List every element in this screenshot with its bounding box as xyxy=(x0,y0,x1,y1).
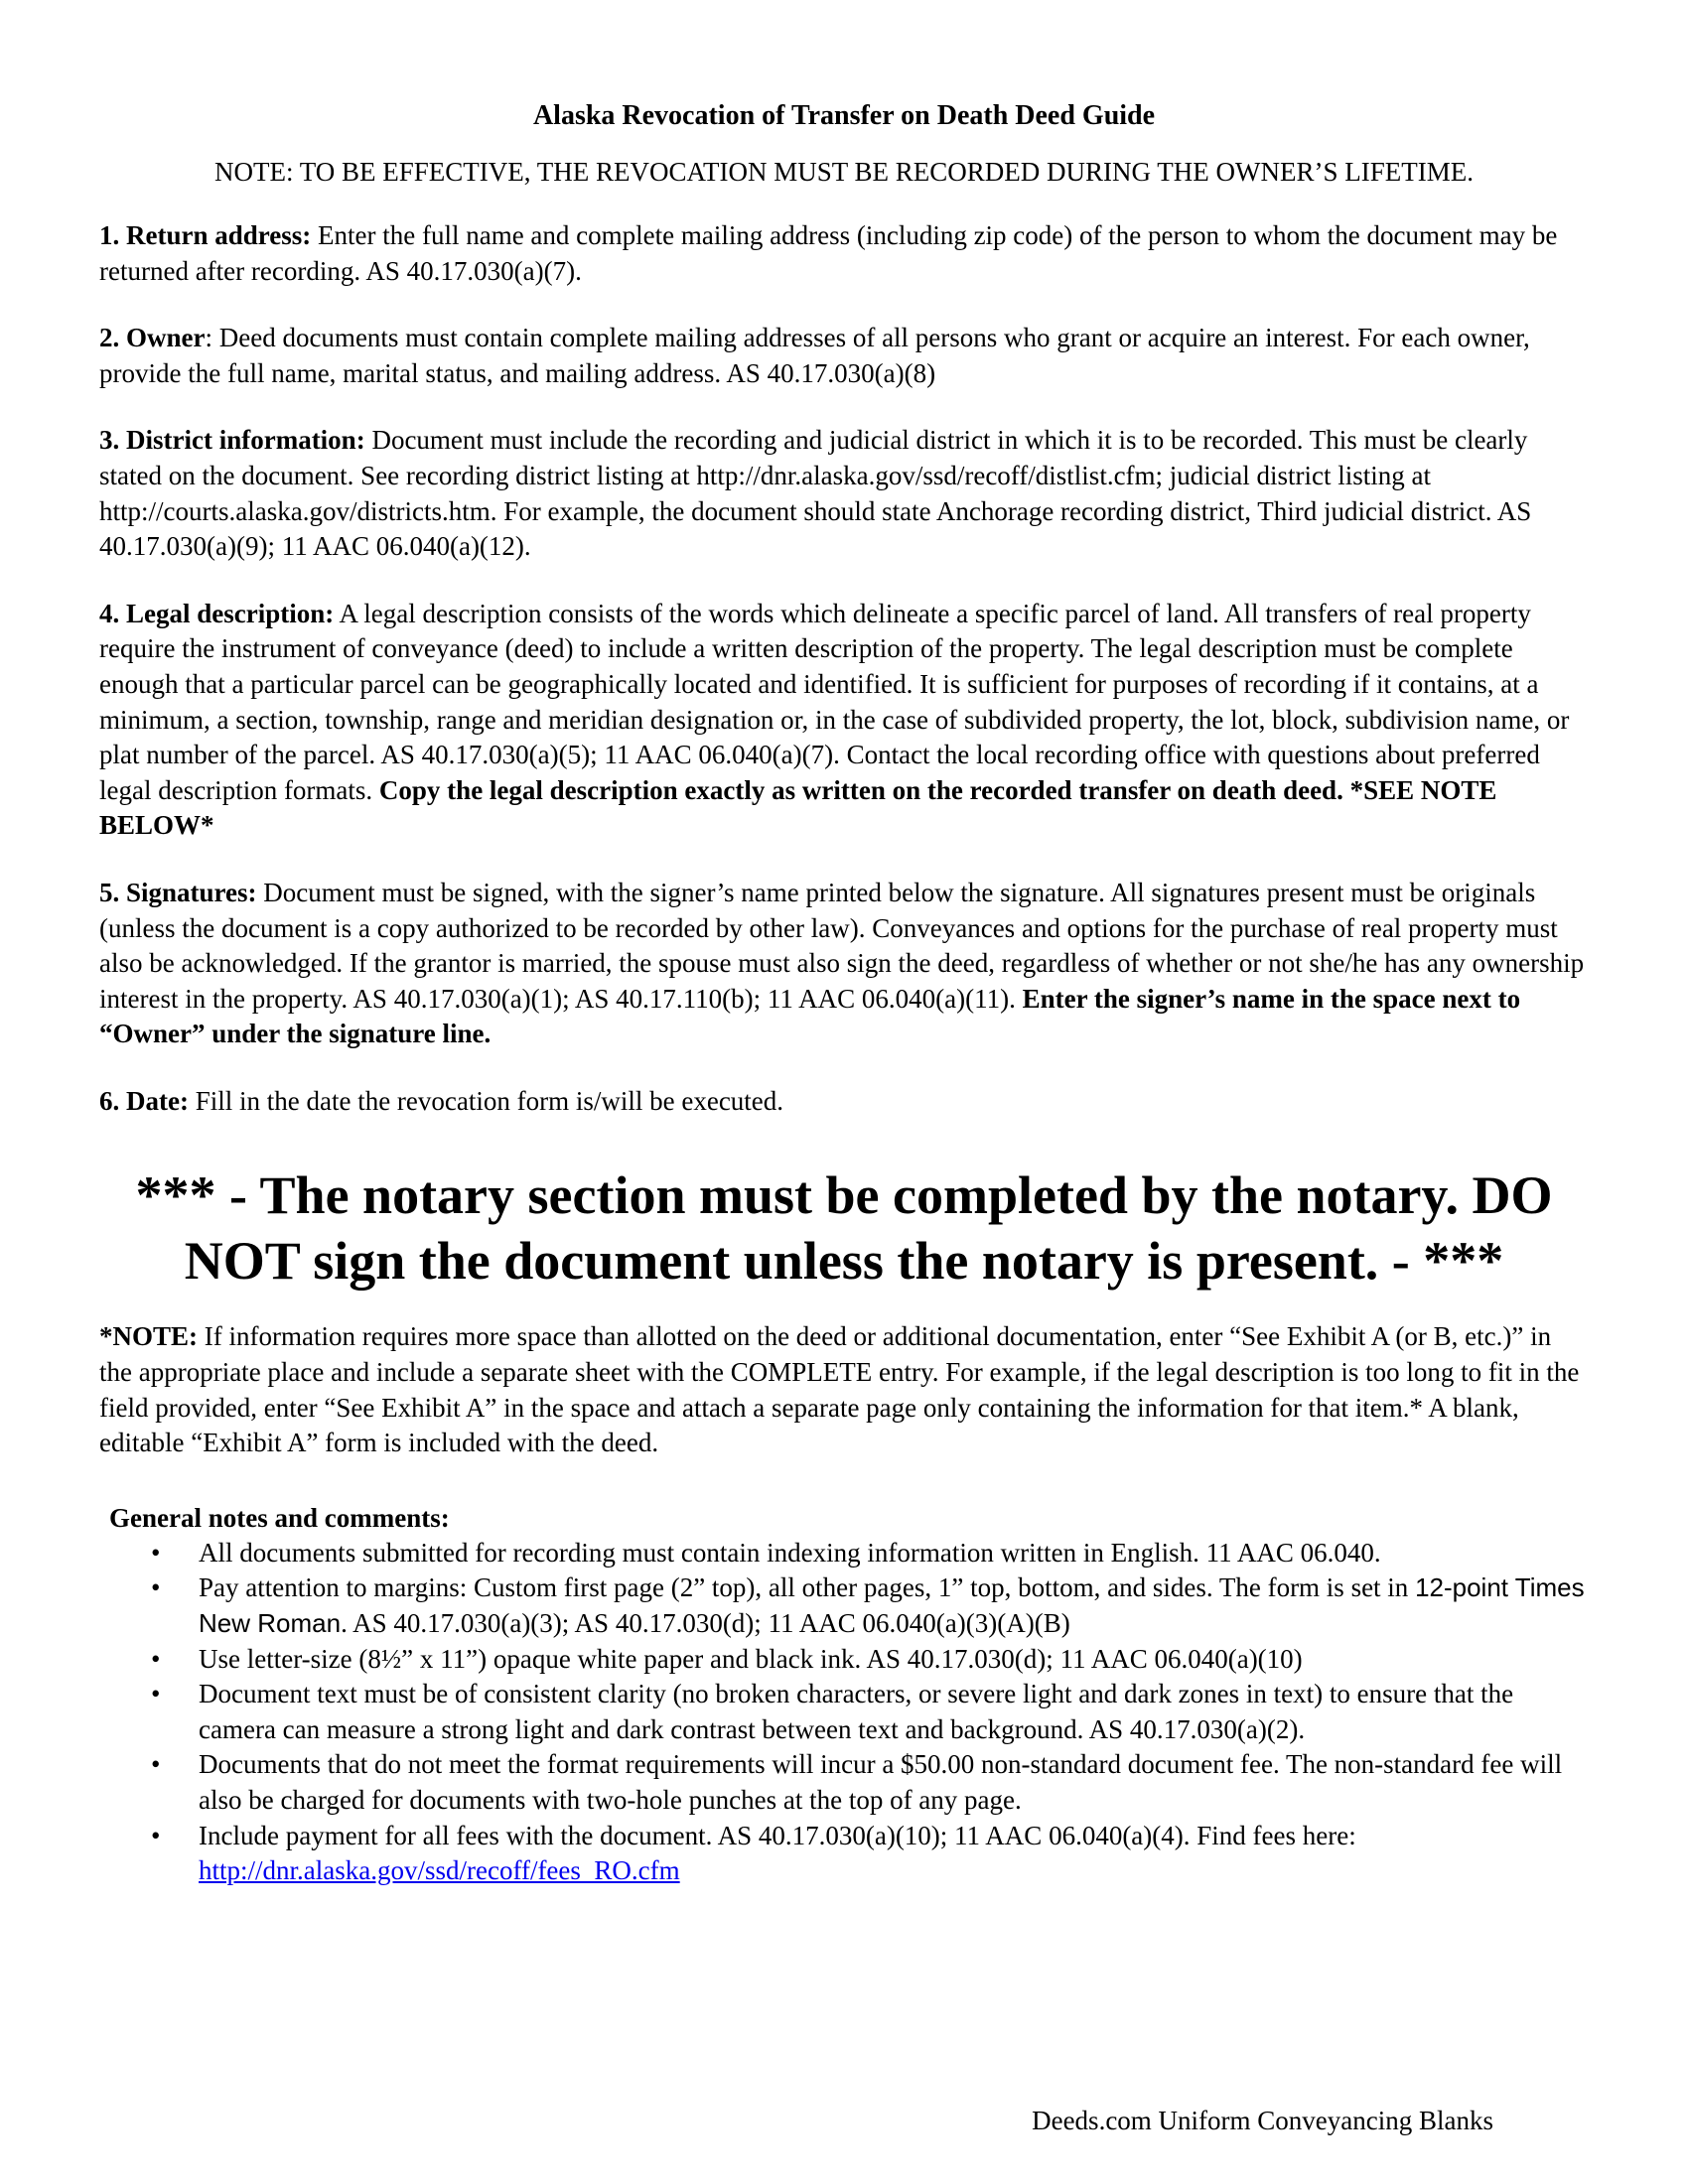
section-bold-instruction: Copy the legal description exactly as written on the recorded transfer on death deed. *SEE NOTE BELOW* xyxy=(99,774,1497,841)
top-note: NOTE: TO BE EFFECTIVE, THE REVOCATION MUST BE RECORDED DURING THE OWNER’S LIFETIME. xyxy=(214,157,1474,187)
section-body: A legal description consists of the words which delineate a specific parcel of land. All transfers of real property require the instrument of conveyance (deed) to include a written description of the property. The legal description must be complete enough that a particular parcel can be geographically located and identified. It is sufficient for purposes of recording if it contains, at a minimum, a section, township, range and meridian designation or, in the case of subdivided property, the lot, block, subdivision name, or plat number of the parcel. AS 40.17.030(a)(5); 11 AAC 06.040(a)(7). Contact the local recording office with questions about preferred legal description formats. xyxy=(99,598,1570,805)
section-body: Enter the full name and complete mailing address (including zip code) of the person to whom the document may be returned after recording. AS 40.17.030(a)(7). xyxy=(99,220,1558,286)
section-owner xyxy=(99,321,1589,391)
list-item: • Documents that do not meet the format requirements will incur a $50.00 non-standard document fee. The non-standard fee will also be charged for documents with two-hole punches at the top of any page. xyxy=(151,1749,1563,1815)
footnote-body: If information requires more space than allotted on the deed or additional documentation, enter “See Exhibit A (or B, etc.)” in the appropriate place and include a separate sheet with the COMPLETE entry. For example, if the legal description is too long to fit in the field provided, enter “See Exhibit A” in the space and attach a separate page only containing the information for that item.* A blank, editable “Exhibit A” form is included with the deed. xyxy=(99,1321,1580,1458)
section-heading: 1. Return address: xyxy=(99,220,312,250)
list-item: • Use letter-size (8½” x 11”) opaque white paper and black ink. AS 40.17.030(d); 11 AAC 06.040(a)(10) xyxy=(99,1642,1589,1678)
bullet-icon: • xyxy=(151,1679,161,1709)
section-bold-instruction: Enter the signer’s name in the space next to “Owner” under the signature line. xyxy=(99,983,1521,1049)
bullet-icon: • xyxy=(151,1572,161,1603)
section-return-address xyxy=(99,218,1589,289)
section-district-information xyxy=(99,423,1589,564)
footer-credit: Deeds.com Uniform Conveyancing Blanks xyxy=(1032,2106,1493,2135)
section-signatures xyxy=(99,876,1589,1052)
section-heading: 6. Date: xyxy=(99,1085,189,1116)
section-heading: 4. Legal description: xyxy=(99,598,335,628)
fees-link[interactable]: http://dnr.alaska.gov/ssd/recoff/fees_RO.cfm xyxy=(199,1855,680,1886)
section-date xyxy=(99,1084,1589,1120)
document-title: Alaska Revocation of Transfer on Death Deed Guide xyxy=(532,100,1156,131)
section-body: Document must be signed, with the signer’s name printed below the signature. All signatures present must be originals (unless the document is a copy authorized to be recorded by other law). Conveyances and options for the purchase of real property must also be acknowledged. If the grantor is married, the spouse must also sign the deed, regardless of whether or not she/he has any ownership interest in the property. AS 40.17.030(a)(1); AS 40.17.110(b); 11 AAC 06.040(a)(11). xyxy=(99,877,1585,1014)
list-item: • All documents submitted for recording must contain indexing information written in English. 11 AAC 06.040. xyxy=(99,1536,1589,1571)
general-notes-list xyxy=(99,1536,1589,1889)
list-item: • Document text must be of consistent clarity (no broken characters, or severe light and dark zones in text) to ensure that the camera can measure a strong light and dark contrast between text and background. AS 40.17.030(a)(2). xyxy=(151,1679,1514,1744)
bullet-icon: • xyxy=(151,1643,161,1674)
section-body: Document must include the recording and judicial district in which it is to be recorded. This must be clearly stated on the document. See recording district listing at http://dnr.alaska.gov/ssd/recoff/distlist.cfm; judicial district listing at http://courts.alaska.gov/districts.htm. For example, the document should state Anchorage recording district, Third judicial district. AS 40.17.030(a)(9); 11 AAC 06.040(a)(12). xyxy=(99,425,1532,562)
bullet-icon: • xyxy=(151,1749,161,1780)
exhibit-footnote xyxy=(99,1319,1589,1460)
footnote-label: *NOTE: xyxy=(99,1321,199,1352)
section-body: : Deed documents must contain complete mailing addresses of all persons who grant or acquire an interest. For each owner, provide the full name, marital status, and mailing address. AS 40.17.030(a)(8) xyxy=(99,323,1530,388)
list-item: • Pay attention to margins: Custom first page (2” top), all other pages, 1” top, bottom, and sides. The form is set in 12-point Times New Roman. AS 40.17.030(a)(3); AS 40.17.030(d); 11 AAC 06.040(a)(3)(A)(B) xyxy=(151,1572,1585,1639)
section-heading: 5. Signatures: xyxy=(99,877,257,907)
section-body: Fill in the date the revocation form is/will be executed. xyxy=(188,1085,784,1116)
general-notes-heading: General notes and comments: xyxy=(109,1502,450,1533)
section-heading: 2. Owner xyxy=(99,323,206,353)
bullet-icon: • xyxy=(151,1537,161,1568)
list-item: • Include payment for all fees with the document. AS 40.17.030(a)(10); 11 AAC 06.040(a)(4). Find fees here: http://dnr.alaska.gov/ssd/recoff/fees_RO.cfm xyxy=(151,1820,1356,1886)
section-heading: 3. District information: xyxy=(99,425,365,456)
section-legal-description xyxy=(99,597,1589,844)
bullet-icon: • xyxy=(151,1820,161,1850)
notary-warning-banner: *** - The notary section must be completed by the notary. DO NOT sign the document unless the notary is present. - *** xyxy=(135,1165,1553,1292)
